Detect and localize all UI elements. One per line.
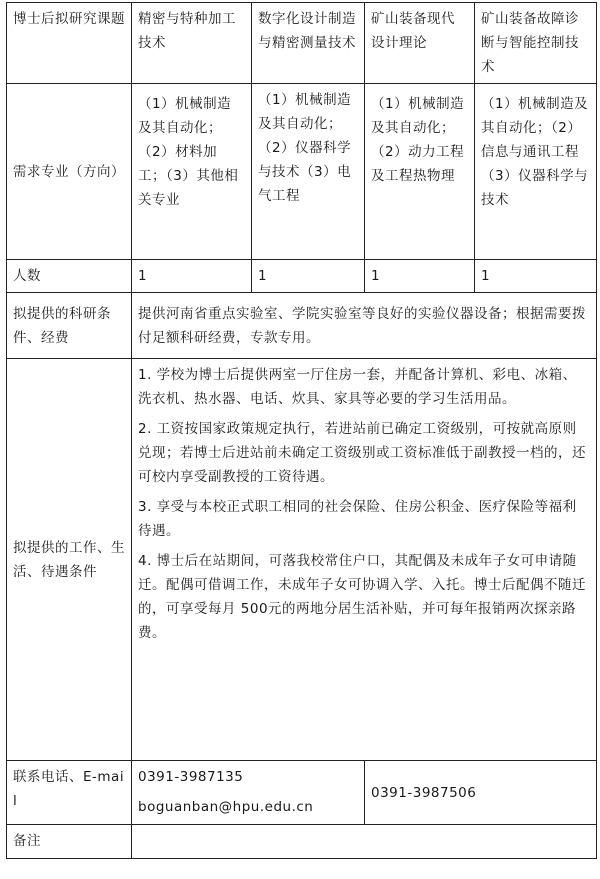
research-text: 提供河南省重点实验室、学院实验室等良好的实验仪器设备；根据需要拨付足额科研经费，专款专用。 bbox=[132, 293, 597, 359]
contact-phone-1: 0391-3987135 bbox=[138, 769, 244, 785]
requirements-label: 需求专业（方向） bbox=[7, 84, 132, 260]
benefit-paragraph-3: 3. 享受与本校正式职工相同的社会保险、住房公积金、医疗保险等福利待遇。 bbox=[138, 499, 577, 539]
requirements-row bbox=[7, 84, 597, 260]
research-label: 拟提供的科研条件、经费 bbox=[7, 293, 132, 359]
research-row bbox=[7, 293, 597, 359]
headcount-3: 1 bbox=[365, 260, 475, 293]
headcount-1: 1 bbox=[132, 260, 252, 293]
headcount-label: 人数 bbox=[7, 260, 132, 293]
benefit-paragraph-4: 4. 博士后在站期间，可落我校常住户口，其配偶及未成年子女可申请随迁。配偶可借调工作，未成年子女可协调入学、入托。博士后配偶不随迁的，可享受每月 500元的两地分居生活补贴，并可每年报销两次探亲路费。 bbox=[138, 553, 586, 641]
contact-row bbox=[7, 761, 597, 825]
contact-email: boguanban@hpu.edu.cn bbox=[138, 799, 314, 815]
contact-primary bbox=[132, 761, 365, 825]
topic-row bbox=[7, 3, 597, 84]
benefit-paragraph-1: 1. 学校为博士后提供两室一厅住房一套，并配备计算机、彩电、冰箱、洗衣机、热水器、电话、炊具、家具等必要的学习生活用品。 bbox=[138, 367, 577, 407]
postdoc-info-table bbox=[6, 2, 597, 859]
topic-1: 精密与特种加工技术 bbox=[132, 3, 252, 84]
benefit-paragraph-2: 2. 工资按国家政策规定执行，若进站前已确定工资级别，可按就高原则兑现；若博士后进站前未确定工资级别或工资标准低于副教授一档的，还可校内享受副教授的工资待遇。 bbox=[138, 421, 586, 485]
topic-4: 矿山装备故障诊断与智能控制技术 bbox=[475, 3, 597, 84]
benefits-cell bbox=[132, 359, 597, 761]
headcount-row bbox=[7, 260, 597, 293]
remarks-value bbox=[132, 825, 597, 859]
requirement-4: （1）机械制造及其自动化；（2）信息与通讯工程（3）仪器科学与技术 bbox=[475, 84, 597, 260]
topic-3: 矿山装备现代设计理论 bbox=[365, 3, 475, 84]
benefits-row bbox=[7, 359, 597, 761]
headcount-2: 1 bbox=[252, 260, 365, 293]
requirement-1: （1）机械制造及其自动化；（2）材料加工；（3）其他相关专业 bbox=[132, 84, 252, 260]
contact-phone-2: 0391-3987506 bbox=[365, 761, 597, 825]
requirement-2: （1）机械制造及其自动化；（2）仪器科学与技术（3）电气工程 bbox=[252, 84, 365, 260]
contact-label: 联系电话、E-mail bbox=[7, 761, 132, 825]
topic-label: 博士后拟研究课题 bbox=[7, 3, 132, 84]
headcount-4: 1 bbox=[475, 260, 597, 293]
remarks-label: 备注 bbox=[7, 825, 132, 859]
benefits-label: 拟提供的工作、生活、待遇条件 bbox=[7, 359, 132, 761]
requirement-3: （1）机械制造及其自动化；（2）动力工程及工程热物理 bbox=[365, 84, 475, 260]
topic-2: 数字化设计制造与精密测量技术 bbox=[252, 3, 365, 84]
remarks-row bbox=[7, 825, 597, 859]
